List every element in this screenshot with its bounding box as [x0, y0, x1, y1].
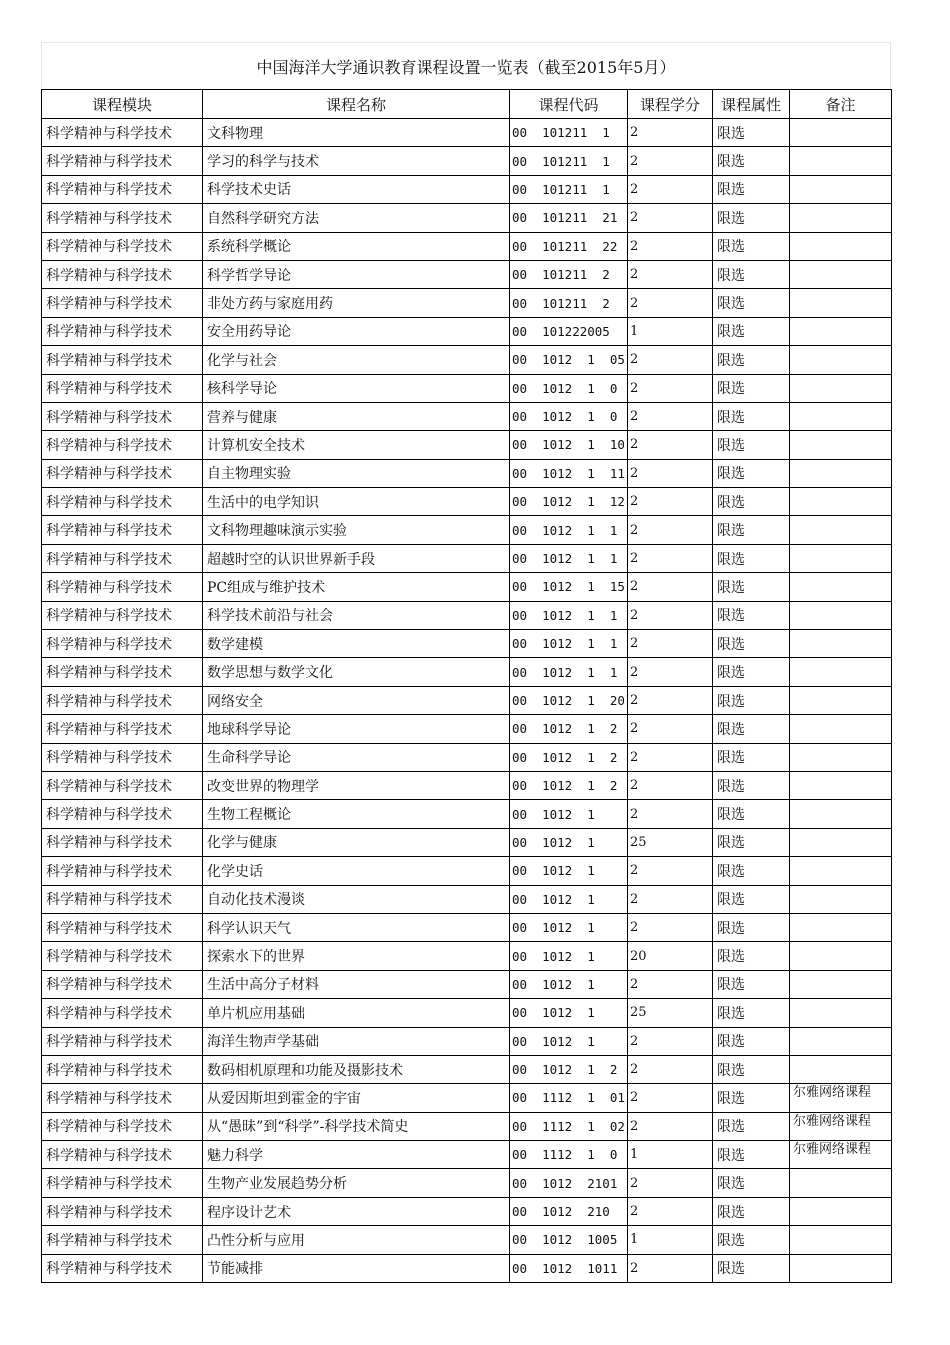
cell-attribute: 限选 [713, 942, 790, 970]
cell-module: 科学精神与科学技术 [42, 913, 203, 941]
cell-credit: 1 [628, 1226, 713, 1254]
cell-credit: 2 [628, 1027, 713, 1055]
cell-module: 科学精神与科学技术 [42, 119, 203, 147]
cell-module: 科学精神与科学技术 [42, 573, 203, 601]
table-row [42, 431, 892, 459]
cell-course-code: 00 1012 1 2 [510, 743, 628, 771]
cell-module: 科学精神与科学技术 [42, 970, 203, 998]
cell-course-code: 00 1012 1 1 [510, 630, 628, 658]
cell-credit: 2 [628, 1197, 713, 1225]
cell-attribute: 限选 [713, 686, 790, 714]
cell-note [790, 459, 892, 487]
cell-course-code: 00 1012 1 [510, 942, 628, 970]
cell-credit: 20 [628, 942, 713, 970]
cell-attribute: 限选 [713, 147, 790, 175]
cell-note [790, 289, 892, 317]
cell-course-name: 安全用药导论 [203, 317, 510, 345]
cell-course-name: 数码相机原理和功能及摄影技术 [203, 1055, 510, 1083]
table-row [42, 658, 892, 686]
cell-note [790, 346, 892, 374]
cell-course-name: 文科物理 [203, 119, 510, 147]
cell-course-name: 生物工程概论 [203, 800, 510, 828]
cell-module: 科学精神与科学技术 [42, 1226, 203, 1254]
cell-course-name: 超越时空的认识世界新手段 [203, 544, 510, 572]
cell-attribute: 限选 [713, 999, 790, 1027]
cell-note [790, 488, 892, 516]
cell-credit: 2 [628, 516, 713, 544]
cell-note [790, 1055, 892, 1083]
cell-attribute: 限选 [713, 346, 790, 374]
cell-module: 科学精神与科学技术 [42, 942, 203, 970]
cell-module: 科学精神与科学技术 [42, 488, 203, 516]
cell-course-name: 网络安全 [203, 686, 510, 714]
table-row [42, 942, 892, 970]
cell-module: 科学精神与科学技术 [42, 289, 203, 317]
cell-module: 科学精神与科学技术 [42, 204, 203, 232]
cell-credit: 2 [628, 800, 713, 828]
table-row [42, 601, 892, 629]
cell-module: 科学精神与科学技术 [42, 601, 203, 629]
table-row [42, 1169, 892, 1197]
cell-course-code: 00 1012 1 15 [510, 573, 628, 601]
cell-credit: 2 [628, 573, 713, 601]
cell-course-code: 00 1012 1 1 [510, 544, 628, 572]
cell-course-name: 科学技术前沿与社会 [203, 601, 510, 629]
cell-attribute: 限选 [713, 1055, 790, 1083]
cell-course-name: 自主物理实验 [203, 459, 510, 487]
table-row [42, 488, 892, 516]
header-note: 备注 [790, 90, 892, 119]
cell-course-name: 计算机安全技术 [203, 431, 510, 459]
cell-course-code: 00 1012 1 12 [510, 488, 628, 516]
cell-course-name: 程序设计艺术 [203, 1197, 510, 1225]
cell-course-name: 生命科学导论 [203, 743, 510, 771]
table-row [42, 999, 892, 1027]
cell-attribute: 限选 [713, 1254, 790, 1282]
cell-attribute: 限选 [713, 1169, 790, 1197]
cell-note [790, 942, 892, 970]
spreadsheet [41, 42, 891, 1283]
cell-attribute: 限选 [713, 459, 790, 487]
cell-note [790, 857, 892, 885]
table-row [42, 970, 892, 998]
cell-module: 科学精神与科学技术 [42, 1254, 203, 1282]
cell-attribute: 限选 [713, 1197, 790, 1225]
cell-course-code: 00 1012 1 [510, 857, 628, 885]
cell-credit: 2 [628, 1169, 713, 1197]
cell-course-code: 00 101211 21 [510, 204, 628, 232]
cell-course-name: 地球科学导论 [203, 715, 510, 743]
table-row [42, 573, 892, 601]
cell-course-code: 00 1012 1 11 [510, 459, 628, 487]
cell-attribute: 限选 [713, 431, 790, 459]
cell-attribute: 限选 [713, 175, 790, 203]
table-row [42, 1112, 892, 1140]
cell-module: 科学精神与科学技术 [42, 317, 203, 345]
cell-note [790, 970, 892, 998]
cell-module: 科学精神与科学技术 [42, 1141, 203, 1169]
cell-note [790, 601, 892, 629]
cell-course-code: 00 1012 1 10 [510, 431, 628, 459]
table-row [42, 913, 892, 941]
cell-course-code: 00 1012 1 [510, 800, 628, 828]
cell-note [790, 1226, 892, 1254]
cell-note [790, 516, 892, 544]
cell-course-code: 00 101211 22 [510, 232, 628, 260]
cell-attribute: 限选 [713, 289, 790, 317]
table-row [42, 743, 892, 771]
table-row [42, 1226, 892, 1254]
cell-module: 科学精神与科学技术 [42, 658, 203, 686]
cell-course-name: 化学史话 [203, 857, 510, 885]
cell-attribute: 限选 [713, 1226, 790, 1254]
table-row [42, 260, 892, 288]
cell-course-code: 00 1012 1 [510, 970, 628, 998]
cell-course-name: 生活中高分子材料 [203, 970, 510, 998]
cell-course-name: 数学思想与数学文化 [203, 658, 510, 686]
cell-attribute: 限选 [713, 913, 790, 941]
cell-module: 科学精神与科学技术 [42, 544, 203, 572]
cell-attribute: 限选 [713, 1141, 790, 1169]
cell-course-name: 海洋生物声学基础 [203, 1027, 510, 1055]
cell-credit: 2 [628, 630, 713, 658]
cell-attribute: 限选 [713, 771, 790, 799]
header-course-name: 课程名称 [203, 90, 510, 119]
cell-course-code: 00 101211 1 [510, 119, 628, 147]
cell-credit: 2 [628, 658, 713, 686]
cell-module: 科学精神与科学技术 [42, 1027, 203, 1055]
cell-credit: 2 [628, 771, 713, 799]
cell-course-name: 数学建模 [203, 630, 510, 658]
table-row [42, 1254, 892, 1282]
cell-note [790, 771, 892, 799]
cell-note [790, 999, 892, 1027]
cell-course-code: 00 1012 1 1 [510, 658, 628, 686]
cell-credit: 1 [628, 317, 713, 345]
cell-course-name: PC组成与维护技术 [203, 573, 510, 601]
cell-course-name: 凸性分析与应用 [203, 1226, 510, 1254]
cell-credit: 2 [628, 260, 713, 288]
cell-attribute: 限选 [713, 374, 790, 402]
cell-credit: 2 [628, 402, 713, 430]
cell-course-code: 00 1012 2101 [510, 1169, 628, 1197]
cell-credit: 25 [628, 828, 713, 856]
cell-credit: 2 [628, 488, 713, 516]
cell-module: 科学精神与科学技术 [42, 1084, 203, 1112]
table-row [42, 147, 892, 175]
cell-note [790, 828, 892, 856]
cell-module: 科学精神与科学技术 [42, 630, 203, 658]
cell-attribute: 限选 [713, 544, 790, 572]
cell-note [790, 260, 892, 288]
cell-credit: 2 [628, 119, 713, 147]
cell-note [790, 374, 892, 402]
table-row [42, 828, 892, 856]
cell-credit: 2 [628, 913, 713, 941]
cell-attribute: 限选 [713, 970, 790, 998]
cell-note [790, 317, 892, 345]
header-attribute: 课程属性 [713, 90, 790, 119]
cell-course-name: 学习的科学与技术 [203, 147, 510, 175]
cell-attribute: 限选 [713, 402, 790, 430]
cell-course-code: 00 1012 1 1 [510, 601, 628, 629]
table-row [42, 1084, 892, 1112]
cell-course-code: 00 1012 1 2 [510, 715, 628, 743]
cell-attribute: 限选 [713, 601, 790, 629]
cell-note [790, 573, 892, 601]
cell-course-name: 科学哲学导论 [203, 260, 510, 288]
cell-module: 科学精神与科学技术 [42, 175, 203, 203]
cell-note: 尔雅网络课程 [790, 1084, 892, 1112]
cell-course-name: 营养与健康 [203, 402, 510, 430]
cell-course-name: 探索水下的世界 [203, 942, 510, 970]
cell-attribute: 限选 [713, 516, 790, 544]
cell-course-name: 化学与健康 [203, 828, 510, 856]
cell-note: 尔雅网络课程 [790, 1112, 892, 1140]
table-row [42, 715, 892, 743]
cell-course-name: 改变世界的物理学 [203, 771, 510, 799]
cell-module: 科学精神与科学技术 [42, 1055, 203, 1083]
cell-course-name: 非处方药与家庭用药 [203, 289, 510, 317]
cell-credit: 2 [628, 374, 713, 402]
cell-credit: 2 [628, 459, 713, 487]
course-table [41, 89, 892, 1283]
cell-attribute: 限选 [713, 232, 790, 260]
cell-module: 科学精神与科学技术 [42, 1197, 203, 1225]
cell-note [790, 402, 892, 430]
cell-credit: 2 [628, 147, 713, 175]
cell-course-code: 00 1012 1 [510, 999, 628, 1027]
cell-module: 科学精神与科学技术 [42, 232, 203, 260]
cell-course-code: 00 101222005 [510, 317, 628, 345]
table-row [42, 800, 892, 828]
cell-note [790, 800, 892, 828]
cell-course-code: 00 1012 1 0 [510, 402, 628, 430]
cell-attribute: 限选 [713, 1112, 790, 1140]
cell-attribute: 限选 [713, 260, 790, 288]
table-row [42, 402, 892, 430]
cell-module: 科学精神与科学技术 [42, 686, 203, 714]
cell-attribute: 限选 [713, 573, 790, 601]
cell-attribute: 限选 [713, 488, 790, 516]
header-course-code: 课程代码 [510, 90, 628, 119]
cell-module: 科学精神与科学技术 [42, 743, 203, 771]
cell-note [790, 658, 892, 686]
cell-course-code: 00 1012 1 2 [510, 771, 628, 799]
cell-course-name: 魅力科学 [203, 1141, 510, 1169]
cell-course-name: 从爱因斯坦到霍金的宇宙 [203, 1084, 510, 1112]
cell-attribute: 限选 [713, 630, 790, 658]
cell-note [790, 1254, 892, 1282]
cell-course-code: 00 1112 1 01 [510, 1084, 628, 1112]
cell-credit: 2 [628, 1112, 713, 1140]
cell-module: 科学精神与科学技术 [42, 800, 203, 828]
cell-course-code: 00 1012 1 0 [510, 374, 628, 402]
cell-course-name: 核科学导论 [203, 374, 510, 402]
cell-module: 科学精神与科学技术 [42, 857, 203, 885]
cell-credit: 2 [628, 743, 713, 771]
cell-module: 科学精神与科学技术 [42, 260, 203, 288]
cell-attribute: 限选 [713, 119, 790, 147]
table-row [42, 1027, 892, 1055]
cell-note [790, 1197, 892, 1225]
header-credit: 课程学分 [628, 90, 713, 119]
cell-note [790, 232, 892, 260]
cell-course-name: 单片机应用基础 [203, 999, 510, 1027]
table-row [42, 232, 892, 260]
cell-credit: 2 [628, 601, 713, 629]
cell-credit: 2 [628, 175, 713, 203]
table-row [42, 630, 892, 658]
cell-course-code: 00 1012 1011 [510, 1254, 628, 1282]
cell-credit: 2 [628, 857, 713, 885]
cell-module: 科学精神与科学技术 [42, 516, 203, 544]
table-row [42, 289, 892, 317]
cell-note [790, 743, 892, 771]
cell-module: 科学精神与科学技术 [42, 431, 203, 459]
cell-module: 科学精神与科学技术 [42, 715, 203, 743]
cell-attribute: 限选 [713, 317, 790, 345]
cell-module: 科学精神与科学技术 [42, 346, 203, 374]
cell-note [790, 119, 892, 147]
cell-note [790, 147, 892, 175]
cell-course-code: 00 101211 2 [510, 260, 628, 288]
cell-course-code: 00 1012 1 1 [510, 516, 628, 544]
cell-credit: 2 [628, 715, 713, 743]
cell-attribute: 限选 [713, 204, 790, 232]
cell-note [790, 175, 892, 203]
cell-course-code: 00 1112 1 0 [510, 1141, 628, 1169]
cell-attribute: 限选 [713, 743, 790, 771]
header-module: 课程模块 [42, 90, 203, 119]
cell-module: 科学精神与科学技术 [42, 885, 203, 913]
cell-credit: 1 [628, 1141, 713, 1169]
cell-attribute: 限选 [713, 857, 790, 885]
cell-module: 科学精神与科学技术 [42, 374, 203, 402]
table-row [42, 1141, 892, 1169]
cell-attribute: 限选 [713, 658, 790, 686]
table-row [42, 119, 892, 147]
cell-note [790, 913, 892, 941]
cell-course-name: 科学认识天气 [203, 913, 510, 941]
cell-course-code: 00 1012 1 20 [510, 686, 628, 714]
table-row [42, 175, 892, 203]
header-row [42, 90, 892, 119]
cell-course-code: 00 101211 1 [510, 147, 628, 175]
cell-module: 科学精神与科学技术 [42, 1169, 203, 1197]
cell-credit: 2 [628, 686, 713, 714]
cell-module: 科学精神与科学技术 [42, 771, 203, 799]
table-row [42, 771, 892, 799]
cell-course-name: 从“愚昧”到“科学”-科学技术简史 [203, 1112, 510, 1140]
table-row [42, 885, 892, 913]
table-row [42, 317, 892, 345]
document-title: 中国海洋大学通识教育课程设置一览表（截至2015年5月） [41, 42, 891, 89]
cell-attribute: 限选 [713, 885, 790, 913]
cell-course-code: 00 101211 1 [510, 175, 628, 203]
cell-note [790, 885, 892, 913]
cell-course-name: 文科物理趣味演示实验 [203, 516, 510, 544]
cell-module: 科学精神与科学技术 [42, 1112, 203, 1140]
table-row [42, 544, 892, 572]
cell-credit: 2 [628, 289, 713, 317]
cell-module: 科学精神与科学技术 [42, 828, 203, 856]
table-row [42, 686, 892, 714]
cell-credit: 2 [628, 544, 713, 572]
cell-module: 科学精神与科学技术 [42, 459, 203, 487]
cell-attribute: 限选 [713, 715, 790, 743]
table-row [42, 346, 892, 374]
table-row [42, 204, 892, 232]
cell-credit: 2 [628, 1084, 713, 1112]
cell-course-code: 00 1012 1 [510, 885, 628, 913]
cell-note [790, 686, 892, 714]
cell-course-name: 化学与社会 [203, 346, 510, 374]
cell-course-name: 节能减排 [203, 1254, 510, 1282]
cell-module: 科学精神与科学技术 [42, 402, 203, 430]
cell-course-name: 系统科学概论 [203, 232, 510, 260]
table-row [42, 374, 892, 402]
cell-credit: 2 [628, 1055, 713, 1083]
table-row [42, 1055, 892, 1083]
table-row [42, 857, 892, 885]
table-row [42, 459, 892, 487]
table-row [42, 1197, 892, 1225]
cell-attribute: 限选 [713, 800, 790, 828]
cell-credit: 2 [628, 204, 713, 232]
cell-course-code: 00 1012 1 [510, 913, 628, 941]
cell-credit: 2 [628, 885, 713, 913]
cell-credit: 2 [628, 431, 713, 459]
cell-note [790, 1169, 892, 1197]
cell-note [790, 1027, 892, 1055]
cell-credit: 2 [628, 1254, 713, 1282]
cell-course-code: 00 101211 2 [510, 289, 628, 317]
cell-attribute: 限选 [713, 1027, 790, 1055]
cell-course-name: 科学技术史话 [203, 175, 510, 203]
cell-course-name: 自动化技术漫谈 [203, 885, 510, 913]
cell-credit: 2 [628, 346, 713, 374]
cell-note [790, 715, 892, 743]
cell-course-name: 生活中的电学知识 [203, 488, 510, 516]
cell-course-code: 00 1012 1 [510, 828, 628, 856]
table-row [42, 516, 892, 544]
cell-attribute: 限选 [713, 1084, 790, 1112]
cell-course-code: 00 1012 1 [510, 1027, 628, 1055]
cell-course-code: 00 1012 1005 [510, 1226, 628, 1254]
cell-course-code: 00 1112 1 02 [510, 1112, 628, 1140]
cell-module: 科学精神与科学技术 [42, 999, 203, 1027]
cell-credit: 2 [628, 232, 713, 260]
cell-note [790, 204, 892, 232]
cell-attribute: 限选 [713, 828, 790, 856]
cell-course-code: 00 1012 210 [510, 1197, 628, 1225]
cell-credit: 25 [628, 999, 713, 1027]
cell-course-code: 00 1012 1 05 [510, 346, 628, 374]
cell-course-name: 生物产业发展趋势分析 [203, 1169, 510, 1197]
cell-course-name: 自然科学研究方法 [203, 204, 510, 232]
cell-course-code: 00 1012 1 2 [510, 1055, 628, 1083]
cell-note: 尔雅网络课程 [790, 1141, 892, 1169]
cell-note [790, 544, 892, 572]
cell-module: 科学精神与科学技术 [42, 147, 203, 175]
cell-note [790, 431, 892, 459]
cell-credit: 2 [628, 970, 713, 998]
cell-note [790, 630, 892, 658]
